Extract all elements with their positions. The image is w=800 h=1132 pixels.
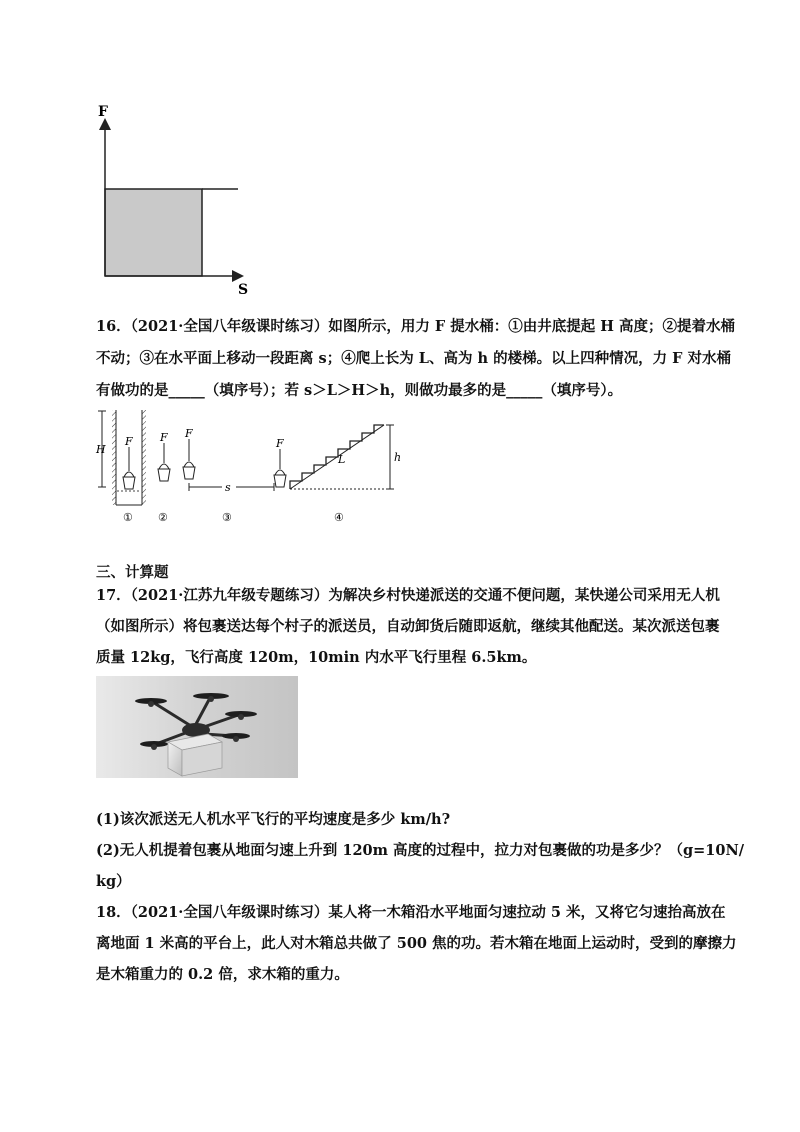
y-axis-label: F <box>98 104 108 120</box>
x-axis-label: S <box>238 282 249 296</box>
q16-line3: 有做功的是_____（填序号）；若 s＞L＞H＞h，则做功最多的是_____（填序号）。 <box>96 382 623 399</box>
label-s: s <box>225 481 231 494</box>
work-area-rect <box>105 189 202 276</box>
force-distance-graph <box>90 96 260 296</box>
bucket-scenarios-figure <box>94 405 424 527</box>
q16-line2: 不动；③在水平面上移动一段距离 s；④爬上长为 L、高为 h 的楼梯。以上四种情况，力 F 对水桶 <box>96 350 731 367</box>
label-F-1: F <box>125 435 133 448</box>
label-h: h <box>394 451 402 464</box>
label-F-4: F <box>276 437 284 450</box>
q16-line1: 16．（2021·全国八年级课时练习）如图所示，用力 F 提水桶：①由井底提起 H 高度；②提着水桶 <box>96 318 736 335</box>
caption-2: ② <box>158 511 168 524</box>
q18-line1: 18．（2021·全国八年级课时练习）某人将一木箱沿水平地面匀速拉动 5 米，又将它匀速抬高放在 <box>96 904 726 921</box>
q17-sub2: (2)无人机提着包裹从地面匀速上升到 120m 高度的过程中，拉力对包裹做的功是多少？（g=10N/ <box>96 842 745 859</box>
caption-3: ③ <box>222 511 232 524</box>
label-F-2: F <box>160 431 168 444</box>
label-H: H <box>96 443 106 456</box>
caption-4: ④ <box>334 511 344 524</box>
label-L: L <box>338 453 346 466</box>
q17-line1: 17．（2021·江苏九年级专题练习）为解决乡村快递派送的交通不便问题，某快递公司采用无人机 <box>96 587 720 604</box>
q17-sub2b: kg） <box>96 873 131 890</box>
caption-1: ① <box>123 511 133 524</box>
q18-line3: 是木箱重力的 0.2 倍，求木箱的重力。 <box>96 966 349 983</box>
label-F-3: F <box>185 427 193 440</box>
section-title: 三、计算题 <box>96 564 169 581</box>
q18-line2: 离地面 1 米高的平台上，此人对木箱总共做了 500 焦的功。若木箱在地面上运动时，受到的摩擦力 <box>96 935 737 952</box>
q17-sub1: (1)该次派送无人机水平飞行的平均速度是多少 km/h? <box>96 811 451 828</box>
q17-line3: 质量 12kg，飞行高度 120m，10min 内水平飞行里程 6.5km。 <box>96 649 537 666</box>
q17-line2: （如图所示）将包裹送达每个村子的派送员，自动卸货后随即返航，继续其他配送。某次派送包裹 <box>96 618 720 635</box>
drone-image <box>96 676 298 778</box>
